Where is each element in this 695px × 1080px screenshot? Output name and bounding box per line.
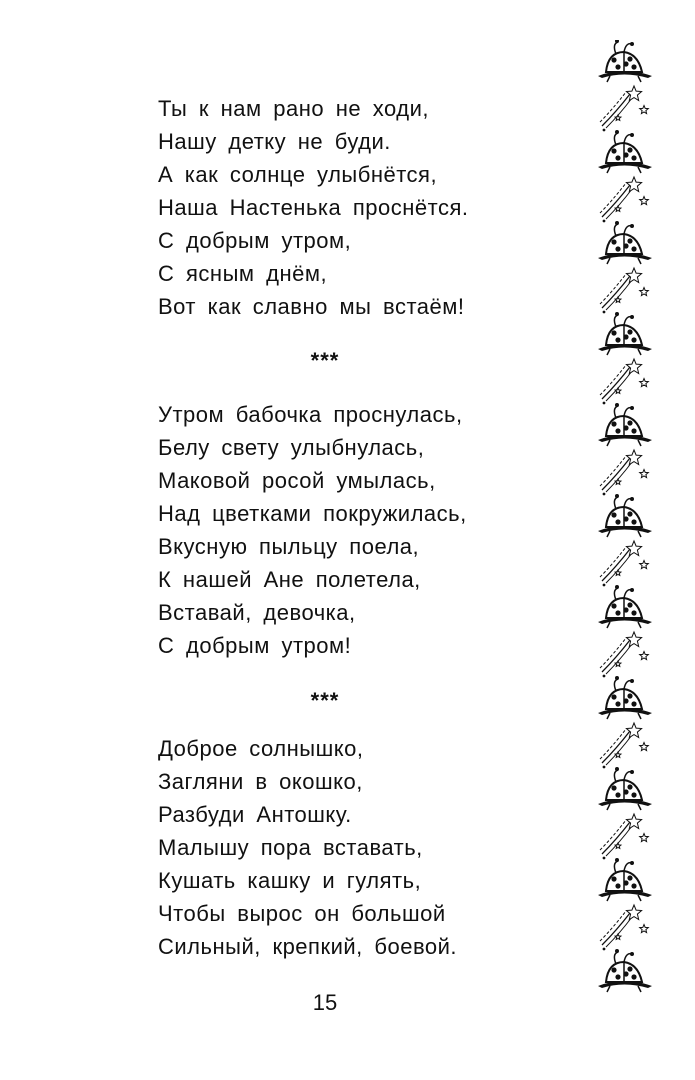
decorative-border	[596, 40, 656, 1040]
stanza-separator: ***	[310, 348, 340, 373]
poem-line: Ты к нам рано не ходи,	[158, 96, 429, 121]
shooting-star-icon	[600, 632, 648, 677]
poem-line: Доброе солнышко,	[158, 736, 364, 761]
shooting-star-icon	[600, 359, 648, 404]
ladybug-icon	[598, 494, 652, 537]
poem-line: Вот как славно мы встаём!	[158, 294, 465, 319]
ladybug-icon	[598, 403, 652, 446]
ladybug-icon	[598, 767, 652, 810]
shooting-star-icon	[600, 268, 648, 313]
poem-line: Маковой росой умылась,	[158, 468, 436, 493]
shooting-star-icon	[600, 723, 648, 768]
page-number: 15	[312, 990, 338, 1015]
poem-line: Малышу пора вставать,	[158, 835, 423, 860]
ladybug-icon	[598, 949, 652, 992]
stanza-2	[158, 398, 467, 662]
poem-line: Наша Настенька проснётся.	[158, 195, 469, 220]
poem-line: Нашу детку не буди.	[158, 129, 391, 154]
stanza-separator: ***	[310, 688, 340, 713]
poem-line: Чтобы вырос он большой	[158, 901, 446, 926]
poem-line: Разбуди Антошку.	[158, 802, 352, 827]
ladybug-icon	[598, 858, 652, 901]
poem-line: Кушать кашку и гулять,	[158, 868, 422, 893]
shooting-star-icon	[600, 905, 648, 950]
poem-line: С ясным днём,	[158, 261, 328, 286]
poem-line: Над цветками покружилась,	[158, 501, 467, 526]
poem-line: Белу свету улыбнулась,	[158, 435, 425, 460]
poem-line: С добрым утром,	[158, 228, 352, 253]
shooting-star-icon	[600, 814, 648, 859]
poem-line: Вкусную пыльцу поела,	[158, 534, 420, 559]
poem-line: Утром бабочка проснулась,	[158, 402, 463, 427]
poem-line: Загляни в окошко,	[158, 769, 363, 794]
poem-line: К нашей Ане полетела,	[158, 567, 421, 592]
poem-line: С добрым утром!	[158, 633, 352, 658]
ladybug-icon	[598, 40, 652, 82]
poem-line: А как солнце улыбнётся,	[158, 162, 438, 187]
poem-line: Сильный, крепкий, боевой.	[158, 934, 458, 959]
shooting-star-icon	[600, 177, 648, 222]
ladybug-icon	[598, 130, 652, 173]
ladybug-icon	[598, 676, 652, 719]
ladybug-icon	[598, 585, 652, 628]
ladybug-icon	[598, 312, 652, 355]
shooting-star-icon	[600, 86, 648, 131]
shooting-star-icon	[600, 450, 648, 495]
stanza-1	[158, 92, 469, 323]
stanza-3	[158, 732, 457, 963]
shooting-star-icon	[600, 541, 648, 586]
poem-line: Вставай, девочка,	[158, 600, 356, 625]
ladybug-icon	[598, 221, 652, 264]
